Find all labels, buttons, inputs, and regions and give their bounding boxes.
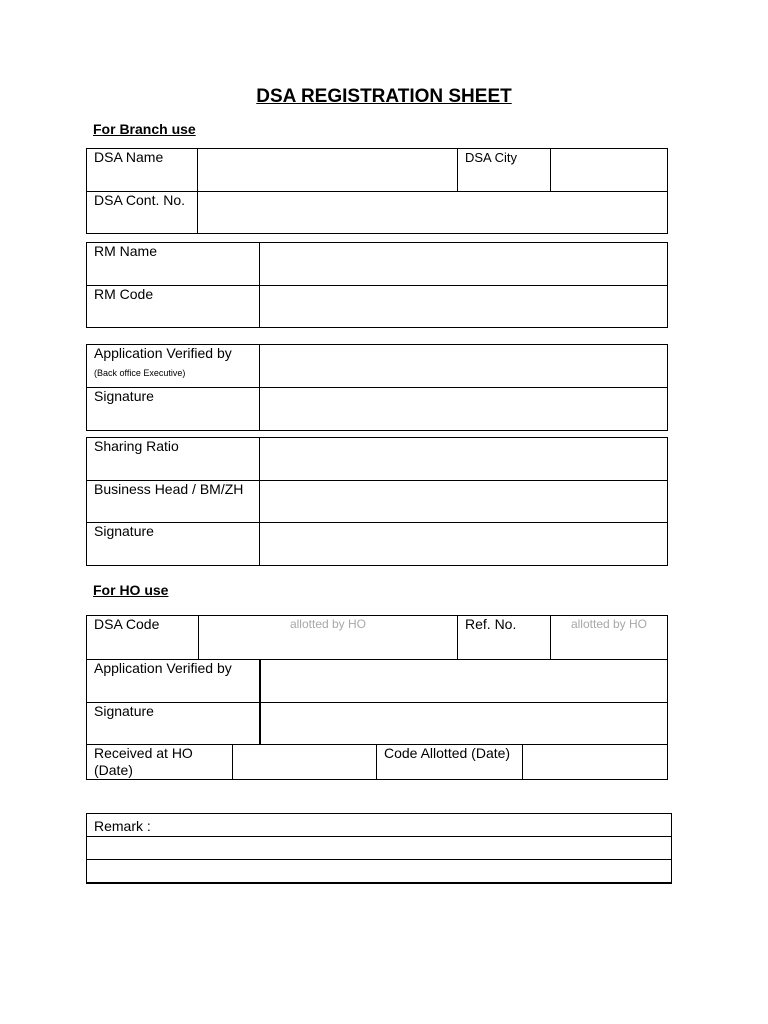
ho-code-table xyxy=(86,615,668,660)
dsa-cont-no-label: DSA Cont. No. xyxy=(87,192,198,234)
signature-label: Signature xyxy=(87,523,260,566)
rm-code-field[interactable] xyxy=(260,286,668,328)
rm-code-label: RM Code xyxy=(87,286,260,328)
ho-verification-table xyxy=(86,659,668,745)
remark-label: Remark : xyxy=(87,814,672,837)
dsa-info-table xyxy=(86,148,668,234)
signature-label: Signature xyxy=(87,388,260,431)
dsa-city-field[interactable] xyxy=(551,149,668,192)
rm-name-field[interactable] xyxy=(260,243,668,286)
dsa-city-label: DSA City xyxy=(458,149,551,192)
business-head-label: Business Head / BM/ZH xyxy=(87,481,260,523)
remark-line[interactable] xyxy=(87,860,672,883)
app-verified-field[interactable] xyxy=(260,345,668,388)
dsa-name-field[interactable] xyxy=(198,149,458,192)
rm-name-label: RM Name xyxy=(87,243,260,286)
business-head-field[interactable] xyxy=(260,481,668,523)
received-at-ho-label: Received at HO (Date) xyxy=(87,745,233,780)
ref-no-label: Ref. No. xyxy=(458,616,551,660)
ho-signature-field[interactable] xyxy=(260,703,668,745)
remark-line[interactable] xyxy=(87,837,672,860)
remark-table xyxy=(86,813,672,884)
sharing-ratio-label: Sharing Ratio xyxy=(87,438,260,481)
verification-table xyxy=(86,344,668,431)
code-allotted-label: Code Allotted (Date) xyxy=(377,745,523,780)
signature-field[interactable] xyxy=(260,388,668,431)
app-verified-label: Application Verified by xyxy=(94,345,232,361)
sharing-ratio-field[interactable] xyxy=(260,438,668,481)
dsa-code-label: DSA Code xyxy=(87,616,199,660)
dsa-name-label: DSA Name xyxy=(87,149,198,192)
ho-signature-label: Signature xyxy=(87,703,260,745)
ho-section-label: For HO use xyxy=(93,582,169,598)
app-verified-sublabel: (Back office Executive) xyxy=(94,368,186,378)
dsa-code-field[interactable]: allotted by HO xyxy=(199,616,458,660)
ref-no-field[interactable]: allotted by HO xyxy=(551,616,668,660)
dsa-cont-no-field[interactable] xyxy=(198,192,668,234)
code-allotted-field[interactable] xyxy=(523,745,668,780)
ho-app-verified-label: Application Verified by xyxy=(87,660,260,703)
branch-section-label: For Branch use xyxy=(93,121,196,137)
rm-table xyxy=(86,242,668,328)
received-at-ho-field[interactable] xyxy=(233,745,377,780)
ho-dates-table xyxy=(86,744,668,780)
sharing-table xyxy=(86,437,668,566)
page-title: DSA REGISTRATION SHEET xyxy=(256,86,512,107)
ho-app-verified-field[interactable] xyxy=(260,660,668,703)
signature-field[interactable] xyxy=(260,523,668,566)
